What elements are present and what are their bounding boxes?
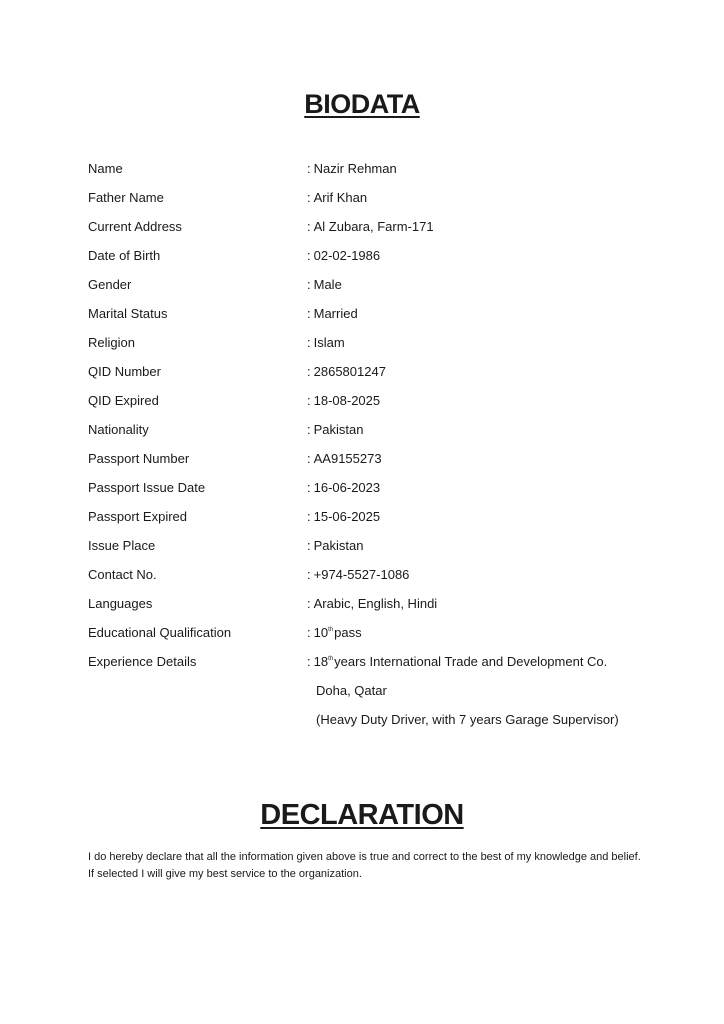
field-row-experience: Experience Details : 18thyears International Trade and Development Co.	[88, 653, 668, 682]
field-row-religion: Religion : Islam	[88, 334, 668, 363]
field-label: Religion	[88, 335, 135, 350]
education-number: 10	[313, 625, 329, 640]
field-label: Date of Birth	[88, 248, 161, 263]
experience-number: 18	[313, 654, 329, 669]
field-row-languages: Languages : Arabic, English, Hindi	[88, 595, 668, 624]
field-row-current-address: Current Address : Al Zubara, Farm-171	[88, 218, 668, 247]
field-label: Passport Issue Date	[88, 480, 206, 495]
field-row-gender: Gender : Male	[88, 276, 668, 305]
field-row-name: Name : Nazir Rehman	[88, 160, 668, 189]
field-label: Contact No.	[88, 567, 157, 582]
experience-line-2: Doha, Qatar	[316, 683, 387, 698]
field-value: Islam	[313, 335, 345, 350]
field-label: Experience Details	[88, 654, 197, 669]
education-ordinal: th	[328, 627, 334, 633]
field-label: Educational Qualification	[88, 625, 232, 640]
field-label: Father Name	[88, 190, 164, 205]
field-value: Arabic, English, Hindi	[313, 596, 438, 611]
field-value: Al Zubara, Farm-171	[313, 219, 434, 234]
field-row-qid-expired: QID Expired : 18-08-2025	[88, 392, 668, 421]
field-label: Current Address	[88, 219, 182, 234]
experience-continuation-row	[88, 711, 668, 740]
field-value: 02-02-1986	[313, 248, 381, 263]
field-row-issue-place: Issue Place : Pakistan	[88, 537, 668, 566]
field-label: QID Number	[88, 364, 161, 379]
field-label: Nationality	[88, 422, 149, 437]
field-row-marital-status: Marital Status : Married	[88, 305, 668, 334]
field-row-contact-no: Contact No. : +974-5527-1086	[88, 566, 668, 595]
field-row-passport-issue-date: Passport Issue Date : 16-06-2023	[88, 479, 668, 508]
field-label: Passport Expired	[88, 509, 187, 524]
experience-ordinal: th	[328, 656, 334, 662]
field-label: Marital Status	[88, 306, 168, 321]
field-row-date-of-birth: Date of Birth : 02-02-1986	[88, 247, 668, 276]
field-row-education: Educational Qualification : 10thpass	[88, 624, 668, 653]
field-label: Gender	[88, 277, 132, 292]
experience-continuation-row	[88, 682, 668, 711]
field-value: 15-06-2025	[313, 509, 381, 524]
field-value: 2865801247	[313, 364, 386, 379]
field-value: Pakistan	[313, 538, 364, 553]
field-label: QID Expired	[88, 393, 159, 408]
declaration-text: I do hereby declare that all the information given above is true and correct to the best of my knowledge and belief. If selected I will give my best service to the organization.	[88, 851, 641, 880]
page-title: BIODATA	[304, 89, 420, 119]
field-value: +974-5527-1086	[313, 567, 410, 582]
experience-line-3: (Heavy Duty Driver, with 7 years Garage Supervisor)	[316, 712, 619, 727]
field-row-passport-expired: Passport Expired : 15-06-2025	[88, 508, 668, 537]
education-rest: pass	[334, 625, 362, 640]
field-value: Arif Khan	[313, 190, 368, 205]
field-value: Male	[313, 277, 342, 292]
field-value: 16-06-2023	[313, 480, 381, 495]
declaration-title: DECLARATION	[260, 799, 464, 831]
field-value: Nazir Rehman	[313, 161, 397, 176]
field-row-father-name: Father Name : Arif Khan	[88, 189, 668, 218]
field-value: 18-08-2025	[313, 393, 381, 408]
field-value: Married	[313, 306, 358, 321]
biodata-fields	[88, 160, 668, 740]
field-label: Passport Number	[88, 451, 190, 466]
field-value: AA9155273	[313, 451, 382, 466]
field-row-qid-number: QID Number : 2865801247	[88, 363, 668, 392]
field-label: Issue Place	[88, 538, 156, 553]
field-value: Pakistan	[313, 422, 364, 437]
field-label: Languages	[88, 596, 153, 611]
field-label: Name	[88, 161, 123, 176]
field-row-nationality: Nationality : Pakistan	[88, 421, 668, 450]
field-row-passport-number: Passport Number : AA9155273	[88, 450, 668, 479]
experience-rest: years International Trade and Development Co.	[334, 654, 608, 669]
